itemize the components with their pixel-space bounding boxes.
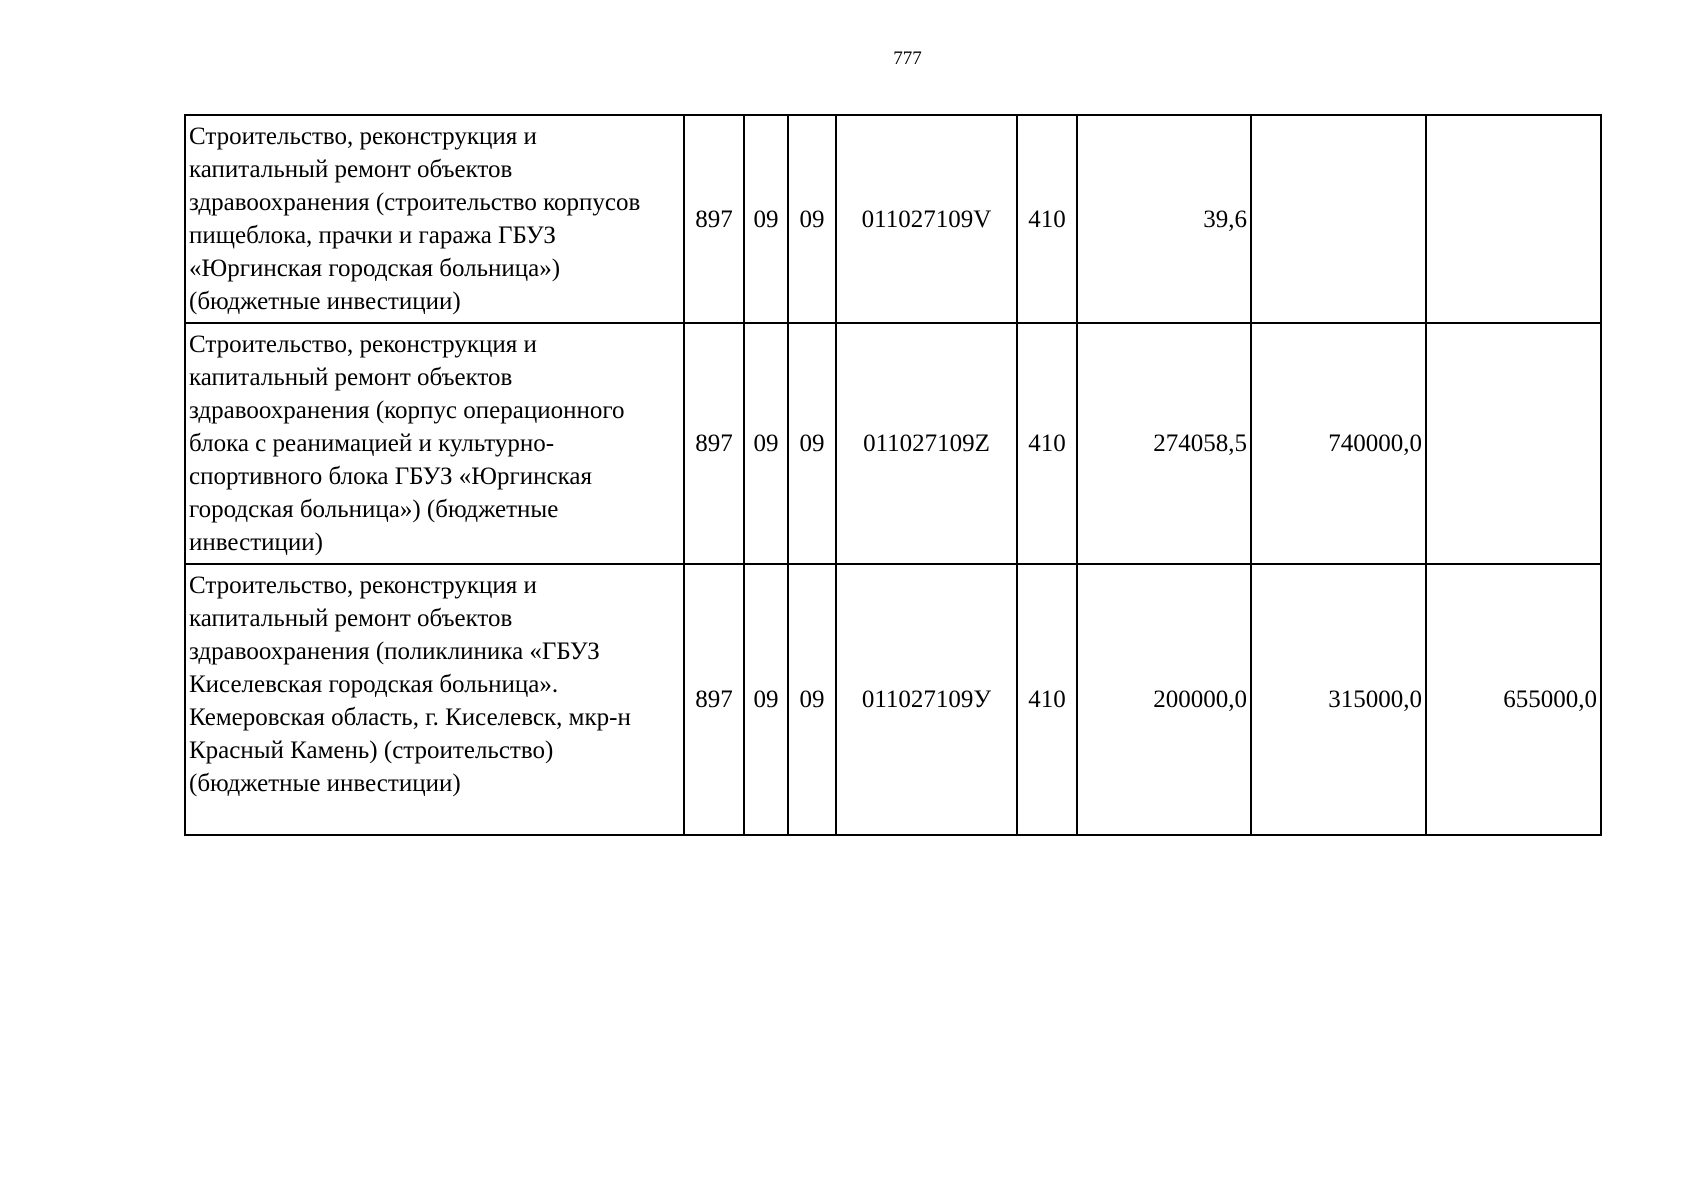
page-number: 777 [893, 48, 922, 69]
amount-year-1: 274058,5 [1077, 323, 1251, 564]
amount-year-3: 655000,0 [1426, 564, 1601, 835]
budget-table [184, 114, 1602, 836]
target-article-code: 011027109Z [836, 323, 1017, 564]
section-code: 09 [744, 564, 788, 835]
row-description: Строительство, реконструкция и капитальный ремонт объектов здравоохранения (строительство корпусов пищеблока, прачки и гаража ГБУЗ «Юргинская городская больница») (бюджетные инвестиции) [185, 115, 684, 323]
table-row [185, 564, 1601, 835]
amount-year-2: 315000,0 [1251, 564, 1426, 835]
amount-year-2: 740000,0 [1251, 323, 1426, 564]
target-article-code: 011027109У [836, 564, 1017, 835]
ministry-code: 897 [684, 323, 744, 564]
amount-year-3 [1426, 115, 1601, 323]
target-article-code: 011027109V [836, 115, 1017, 323]
table-row [185, 115, 1601, 323]
section-code: 09 [744, 323, 788, 564]
subsection-code: 09 [788, 323, 836, 564]
subsection-code: 09 [788, 115, 836, 323]
amount-year-1: 39,6 [1077, 115, 1251, 323]
expense-type-code: 410 [1017, 564, 1077, 835]
table-row [185, 323, 1601, 564]
amount-year-1: 200000,0 [1077, 564, 1251, 835]
amount-year-3 [1426, 323, 1601, 564]
ministry-code: 897 [684, 564, 744, 835]
amount-year-2 [1251, 115, 1426, 323]
row-description: Строительство, реконструкция и капитальный ремонт объектов здравоохранения (поликлиника «ГБУЗ Киселевская городская больница». Кемеровская область, г. Киселевск, мкр-н Красный Камень) (строительство) (бюджетные инвестиции) [185, 564, 684, 835]
row-description: Строительство, реконструкция и капитальный ремонт объектов здравоохранения (корпус операционного блока с реанимацией и культурно-спортивного блока ГБУЗ «Юргинская городская больница») (бюджетные инвестиции) [185, 323, 684, 564]
section-code: 09 [744, 115, 788, 323]
subsection-code: 09 [788, 564, 836, 835]
ministry-code: 897 [684, 115, 744, 323]
expense-type-code: 410 [1017, 115, 1077, 323]
expense-type-code: 410 [1017, 323, 1077, 564]
